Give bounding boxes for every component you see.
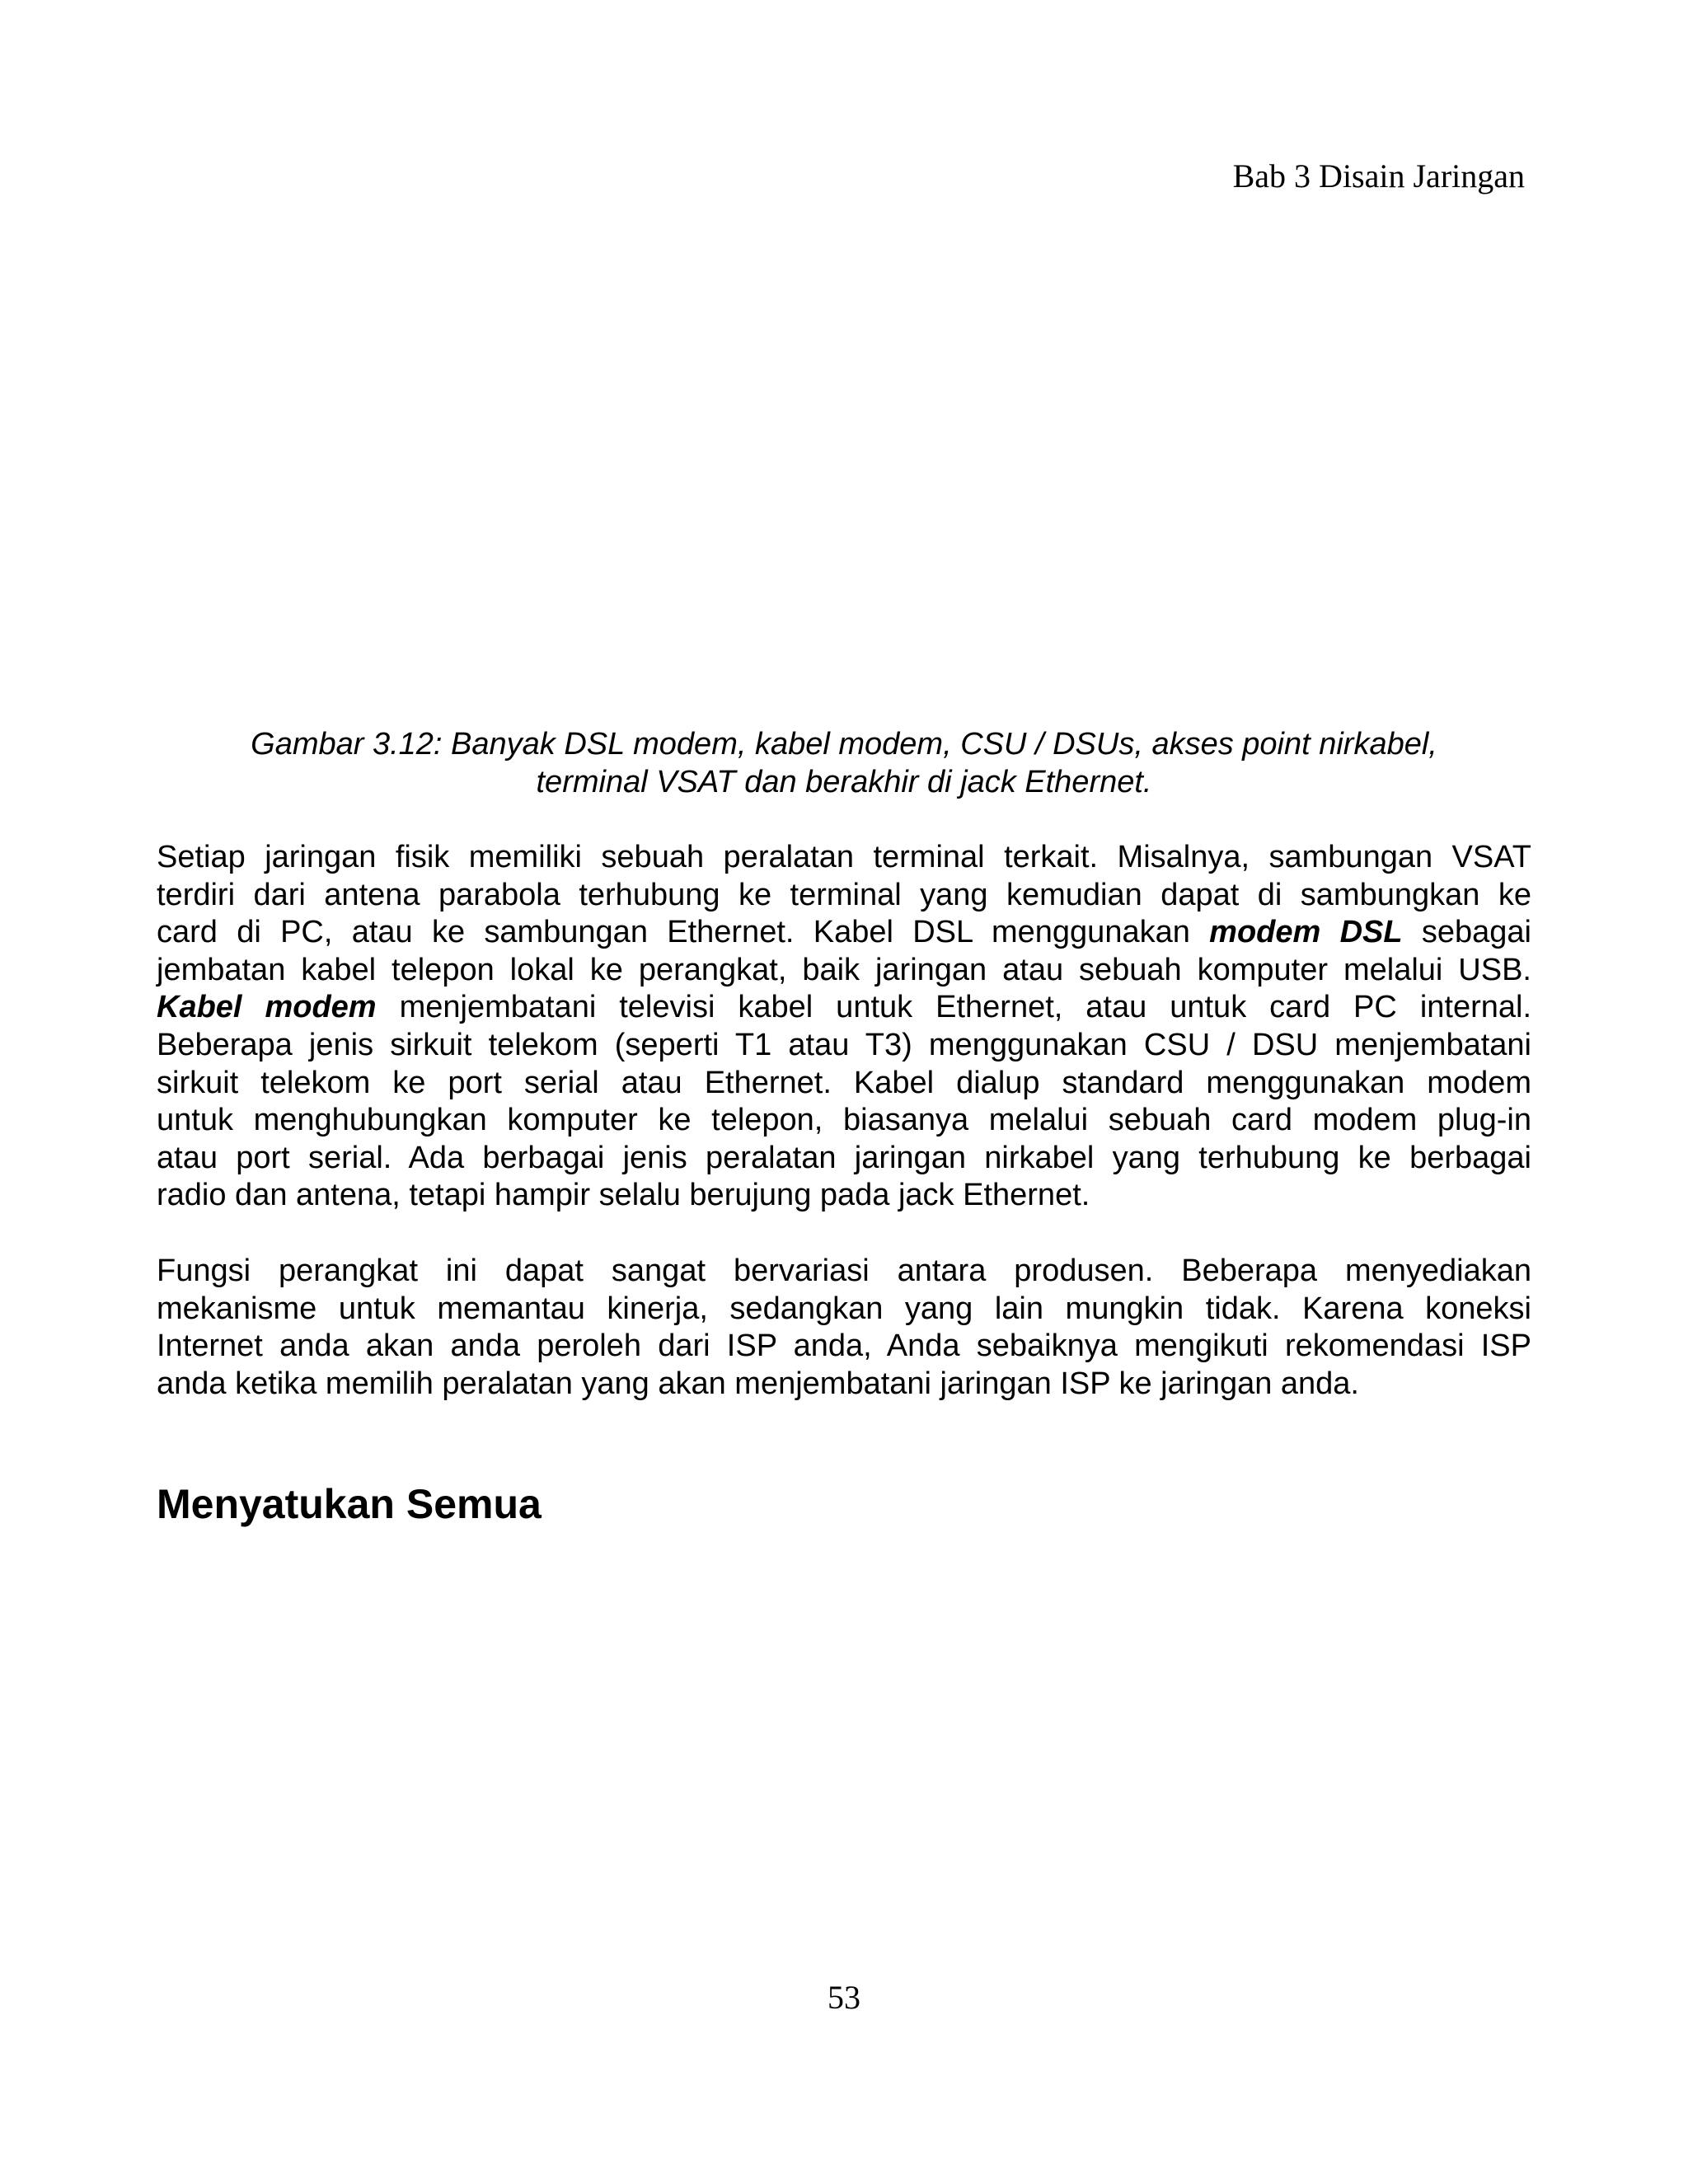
- figure-placeholder: [157, 247, 1531, 709]
- paragraph-1-line-7: sirkuit telekom ke port serial atau Ethernet. Kabel dialup standard menggunakan modem: [157, 1065, 1531, 1100]
- paragraph-2: [157, 1253, 1531, 1403]
- term-modem-dsl: modem DSL: [1209, 915, 1403, 950]
- running-header: Bab 3 Disain Jaringan: [1232, 157, 1525, 194]
- paragraph-1-line-3-start: card di PC, atau ke sambungan Ethernet. Kabel DSL menggunakan: [157, 915, 1190, 950]
- paragraph-1: [157, 839, 1531, 1215]
- page-number: 53: [828, 1979, 860, 2016]
- paragraph-1-line-8: untuk menghubungkan komputer ke telepon, biasanya melalui sebuah card modem plug-in: [157, 1103, 1531, 1138]
- caption-line-1: Gambar 3.12: Banyak DSL modem, kabel modem, CSU / DSUs, akses point nirkabel,: [251, 727, 1437, 762]
- paragraph-2-line-2: mekanisme untuk memantau kinerja, sedangkan yang lain mungkin tidak. Karena koneksi: [157, 1291, 1531, 1326]
- paragraph-1-line-6: Beberapa jenis sirkuit telekom (seperti T1 atau T3) menggunakan CSU / DSU menjembatani: [157, 1027, 1531, 1062]
- paragraph-1-line-4: jembatan kabel telepon lokal ke perangkat, baik jaringan atau sebuah komputer melalui USB.: [157, 952, 1531, 987]
- caption-line-2: terminal VSAT dan berakhir di jack Ethernet.: [536, 765, 1152, 799]
- term-kabel-modem: Kabel modem: [157, 990, 377, 1025]
- section-heading: Menyatukan Semua: [157, 1481, 542, 1527]
- paragraph-2-line-3: Internet anda akan anda peroleh dari ISP anda, Anda sebaiknya mengikuti rekomendasi ISP: [157, 1329, 1531, 1364]
- paragraph-1-line-2: terdiri dari antena parabola terhubung ke terminal yang kemudian dapat di sambungkan ke: [157, 877, 1531, 912]
- paragraph-1-line-5: [157, 989, 1531, 1027]
- paragraph-2-line-4: anda ketika memilih peralatan yang akan menjembatani jaringan ISP ke jaringan anda.: [157, 1366, 1359, 1401]
- paragraph-1-line-10: radio dan antena, tetapi hampir selalu berujung pada jack Ethernet.: [157, 1178, 1090, 1213]
- figure-caption: [157, 725, 1531, 801]
- paragraph-1-line-5-rest: menjembatani televisi kabel untuk Ethernet, atau untuk card PC internal.: [399, 990, 1532, 1025]
- paragraph-1-line-3: [157, 914, 1531, 952]
- paragraph-1-line-1: Setiap jaringan fisik memiliki sebuah peralatan terminal terkait. Misalnya, sambungan VSAT: [157, 840, 1531, 874]
- paragraph-2-line-1: Fungsi perangkat ini dapat sangat bervariasi antara produsen. Beberapa menyediakan: [157, 1254, 1531, 1288]
- paragraph-1-line-9: atau port serial. Ada berbagai jenis peralatan jaringan nirkabel yang terhubung ke berbagai: [157, 1140, 1531, 1175]
- paragraph-1-line-3-end: sebagai: [1421, 915, 1531, 950]
